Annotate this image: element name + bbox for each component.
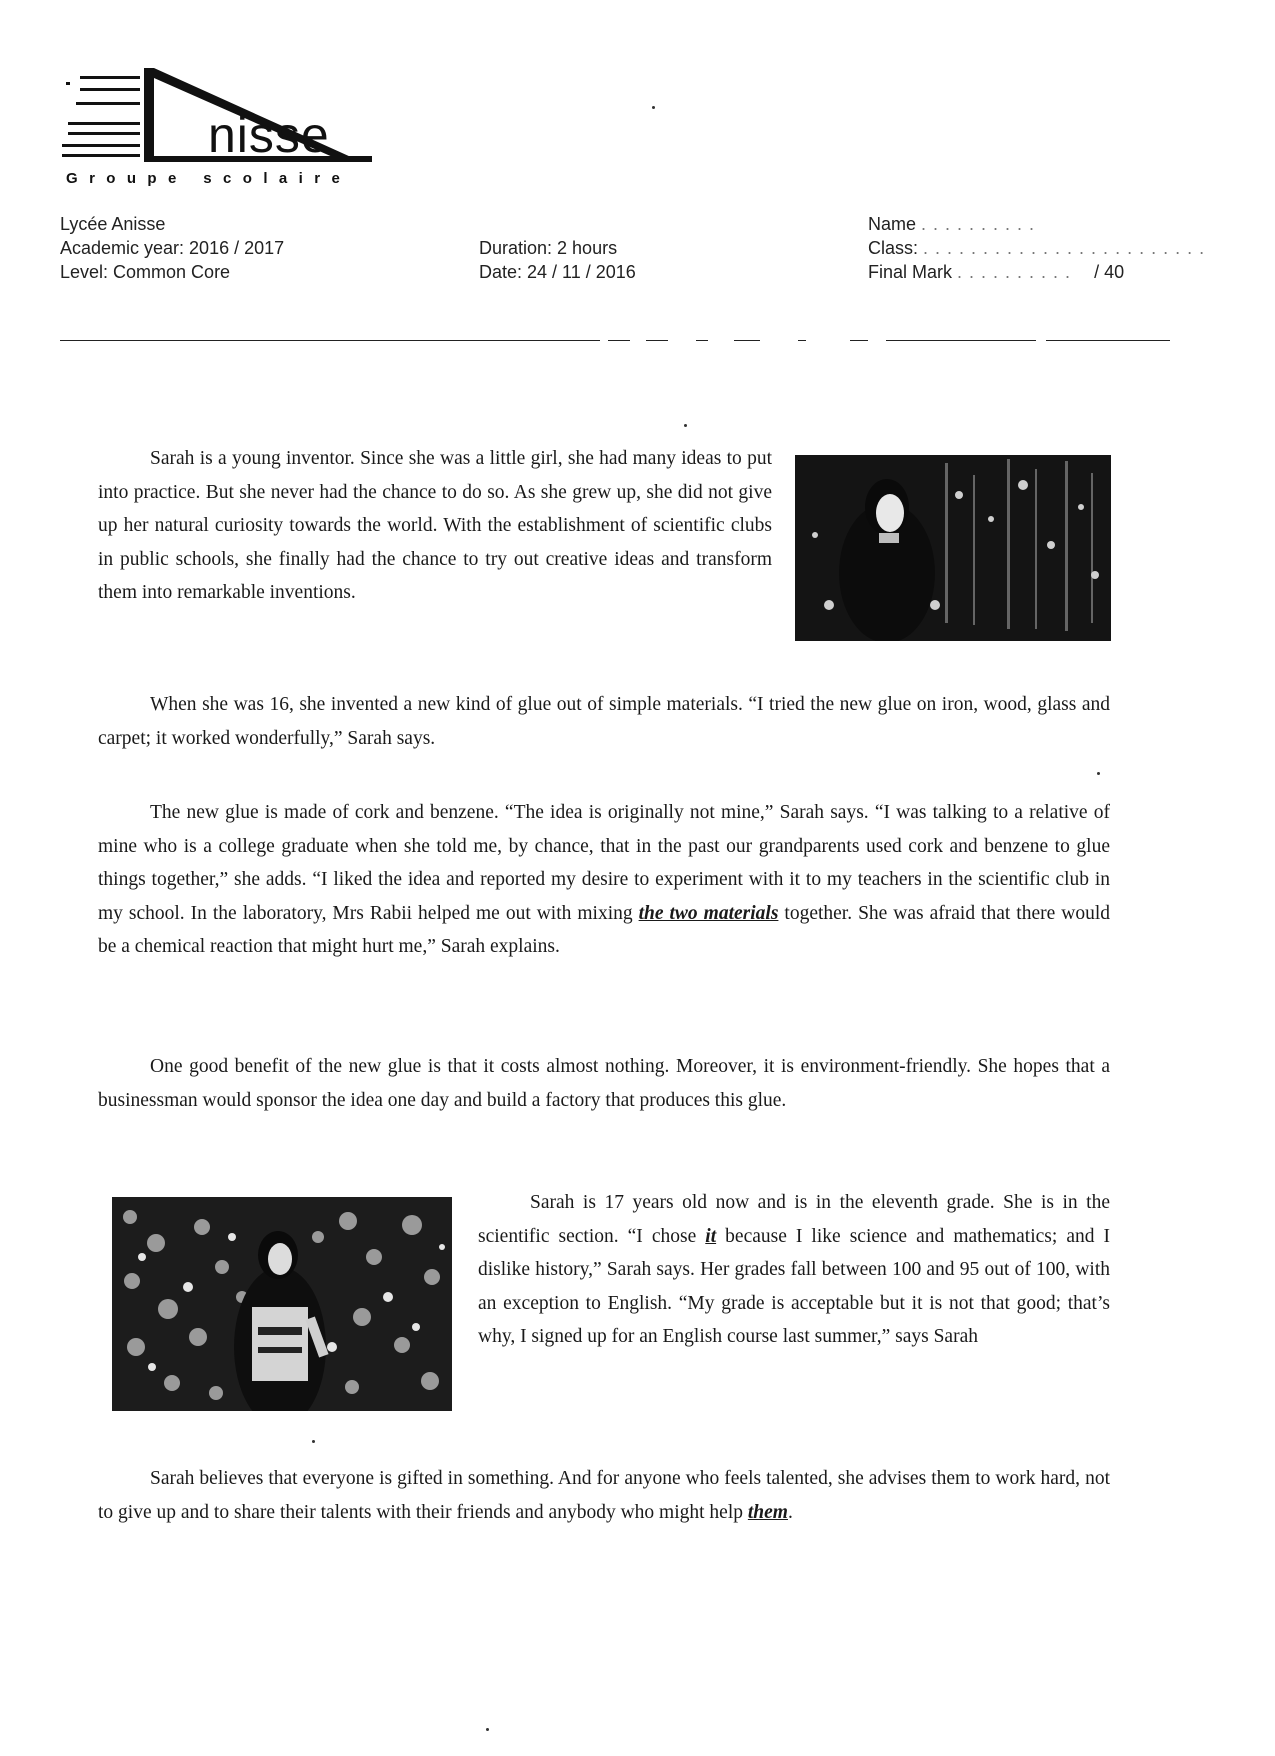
exam-date: Date: 24 / 11 / 2016 xyxy=(479,262,636,282)
class-label: Class: xyxy=(868,238,919,258)
scan-speck xyxy=(312,1440,315,1443)
paragraph-2: When she was 16, she invented a new kind of glue out of simple materials. “I tried the new glue on iron, wood, glass and carpet; it worked wonderfully,” Sarah says. xyxy=(98,694,1110,749)
mark-field[interactable]: . . . . . . . . . . xyxy=(957,262,1072,282)
paragraph-3-text-a: The new glue is made of cork and benzene. “The idea is originally not mine,” Sarah says. “I was talking to a relative of mine who is a college graduate when she told me, by chance, that in the past our grandparents used cork and benzene to glue things together,” she adds. “I liked the idea and reported my desire to experiment with it to my teachers in the scientific club in my school. In the laboratory, Mrs Rabii helped me out with mixing xyxy=(98,802,1110,924)
photo-sarah-portrait xyxy=(795,455,1111,641)
school-logo xyxy=(62,66,382,194)
exam-info xyxy=(479,236,636,284)
school-info xyxy=(60,212,284,284)
photo-sarah-standing xyxy=(112,1197,452,1411)
class-field[interactable]: . . . . . . . . . . . . . . . . . . . . . . . . xyxy=(923,238,1206,258)
paragraph-5-text-b: because I like science and mathematics; and I dislike history,” Sarah says. Her grades fall between 100 and 95 out of 100, with an exception to English. “My grade is acceptable but it is not that good; that’s why, I signed up for an English course last summer,” says Sarah xyxy=(478,1225,1111,1348)
paragraph-1: Sarah is a young inventor. Since she was a little girl, she had many ideas to put into practice. But she never had the chance to do so. As she grew up, she did not give up her natural curiosity towards the world. With the establishment of scientific clubs in public schools, she finally had the chance to try out creative ideas and transform them into remarkable inventions. xyxy=(98,448,772,604)
duration: Duration: 2 hours xyxy=(479,238,618,258)
paragraph-5-text-a: Sarah is 17 years old now and is in the eleventh grade. She is in the scientific section. “I chose xyxy=(478,1192,1110,1247)
paragraph-6 xyxy=(98,1462,1110,1529)
logo-brand-text: nisse xyxy=(208,107,330,163)
paragraph-5 xyxy=(478,1186,1110,1354)
divider-gap xyxy=(668,336,696,344)
scan-speck xyxy=(1097,772,1100,775)
mark-label: Final Mark xyxy=(868,262,953,282)
class-line xyxy=(868,236,1205,260)
divider-gap xyxy=(630,336,646,344)
student-info xyxy=(868,212,1205,284)
scan-speck xyxy=(652,106,655,109)
highlighted-word-them: them xyxy=(747,1501,788,1523)
name-label: Name xyxy=(868,214,917,234)
scan-speck xyxy=(486,1728,489,1731)
mark-line xyxy=(868,260,1205,284)
header-divider xyxy=(60,340,1170,341)
highlighted-word-it: it xyxy=(705,1225,717,1247)
highlighted-phrase-two-materials: the two materials xyxy=(638,902,779,924)
divider-gap xyxy=(1036,336,1046,344)
mark-total: / 40 xyxy=(1094,262,1125,282)
divider-gap xyxy=(600,336,608,344)
name-line xyxy=(868,212,1205,236)
paragraph-6-text-a: Sarah believes that everyone is gifted in something. And for anyone who feels talented, she advises them to work hard, not to give up and to share their talents with their friends and anybody who might help xyxy=(98,1468,1110,1523)
paragraph-4: One good benefit of the new glue is that it costs almost nothing. Moreover, it is environment-friendly. She hopes that a businessman would sponsor the idea one day and build a factory that produces this glue. xyxy=(98,1056,1110,1111)
divider-gap xyxy=(868,336,886,344)
divider-gap xyxy=(708,336,734,344)
logo-tagline: Groupe scolaire xyxy=(66,170,352,187)
scan-speck xyxy=(684,424,687,427)
divider-gap xyxy=(806,336,850,344)
academic-year: Academic year: 2016 / 2017 xyxy=(60,238,285,258)
name-field[interactable]: . . . . . . . . . . xyxy=(921,214,1036,234)
school-name: Lycée Anisse xyxy=(60,214,166,234)
paragraph-6-text-b: . xyxy=(787,1501,793,1523)
divider-gap xyxy=(760,336,798,344)
paragraph-3 xyxy=(98,796,1110,964)
paragraph-3-text-b: together. She was afraid that there would be a chemical reaction that might hurt me,” Sarah explains. xyxy=(98,902,1110,958)
level: Level: Common Core xyxy=(60,262,231,282)
